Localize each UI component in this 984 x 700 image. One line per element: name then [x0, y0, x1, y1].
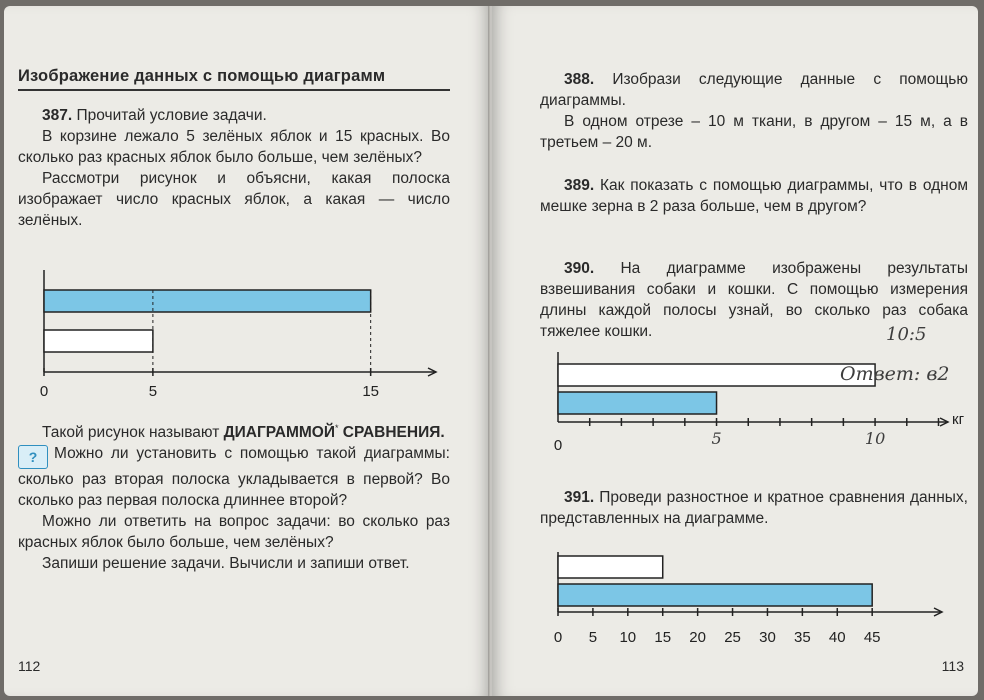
bar-2 — [558, 584, 872, 606]
task-number: 391. — [564, 489, 595, 506]
x-tick-label: 0 — [553, 629, 563, 646]
weight-chart-390 — [548, 312, 972, 462]
diagram-391 — [548, 546, 948, 656]
question-1: Можно ли установить с помощью такой диаграммы: сколько раз вторая полоска укладывается в первой? Во сколько раз первая полоска длиннее второй? — [18, 445, 450, 510]
task-number: 389. — [564, 177, 595, 194]
comparison-chart-387 — [22, 270, 452, 410]
x-tick-label: 0 — [39, 383, 49, 400]
bar-1 — [558, 556, 663, 578]
x-tick-label: 30 — [759, 629, 776, 646]
task-data: В одном отрезе – 10 м ткани, в другом – 15 м, а в третьем – 20 м. — [540, 113, 968, 151]
caption-term: ДИАГРАММОЙ — [223, 424, 335, 442]
question-3: Запиши решение задачи. Вычисли и запиши ответ. — [42, 555, 410, 573]
handwritten-tick-label: 10 — [864, 429, 886, 448]
task-text: На диаграмме изображены результаты взвешивания собаки и кошки. С помощью измерения длины каждой полосы узнай, во сколько раз собака тяжелее кошки. — [540, 260, 968, 340]
x-tick-label: 15 — [362, 383, 380, 400]
x-tick-label: 0 — [553, 437, 563, 454]
x-tick-label: 25 — [724, 629, 741, 646]
task-intro: Прочитай условие задачи. — [76, 107, 267, 124]
bar-1 — [44, 290, 371, 312]
right-page — [492, 6, 978, 696]
left-page — [4, 6, 490, 696]
question-2: Можно ли ответить на вопрос задачи: во сколько раз красных яблок было больше, чем зелёных? — [18, 513, 450, 552]
page-number-left: 112 — [18, 658, 41, 674]
task-number: 387. — [42, 107, 73, 124]
task-number: 390. — [564, 260, 595, 277]
x-tick-label: 5 — [148, 383, 158, 400]
x-tick-label: 45 — [863, 629, 881, 646]
task-389-text — [540, 175, 968, 217]
task-condition: В корзине лежало 5 зелёных яблок и 15 красных. Во сколько раз красных яблок было больше, чем зелёных? — [18, 128, 450, 166]
task-text: Изобрази следующие данные с помощью диаграммы. — [540, 71, 968, 109]
handwritten-calculation: 10:5 — [886, 324, 927, 345]
bar-2 — [44, 330, 153, 352]
task-text: Проведи разностное и кратное сравнения данных, представленных на диаграмме. — [540, 489, 968, 527]
x-tick-label: 15 — [654, 629, 672, 646]
handwritten-tick-label: 5 — [711, 429, 722, 448]
caption-footnote-mark: * — [334, 423, 339, 433]
task-388-text — [540, 69, 968, 153]
task-387-text — [18, 105, 450, 231]
bar-1 — [558, 364, 875, 386]
task-387-questions — [18, 418, 450, 574]
caption-prefix: Такой рисунок называют — [42, 424, 220, 442]
diagram-387 — [22, 270, 452, 410]
task-391-text — [540, 487, 968, 529]
task-number: 388. — [564, 71, 595, 88]
x-tick-label: 10 — [619, 629, 637, 646]
task-text: Как показать с помощью диаграммы, что в одном мешке зерна в 2 раза больше, чем в другом? — [540, 177, 968, 215]
x-tick-label: 20 — [689, 629, 706, 646]
diagram-390 — [548, 312, 972, 462]
bar-2 — [558, 392, 717, 414]
x-tick-label: 35 — [794, 629, 811, 646]
task-instruction: Рассмотри рисунок и объясни, какая полоска изображает число красных яблок, а какая — число зелёных. — [18, 170, 450, 229]
comparison-chart-391 — [548, 546, 948, 656]
x-tick-label: 40 — [828, 629, 846, 646]
question-icon: ? — [18, 445, 48, 469]
handwritten-answer: Ответ: в2 — [840, 363, 950, 385]
topic-title: Изображение данных с помощью диаграмм — [18, 67, 450, 91]
caption-term-2: СРАВНЕНИЯ. — [342, 424, 445, 442]
x-unit-label: кг — [952, 411, 965, 428]
page-number-right: 113 — [941, 658, 964, 674]
x-tick-label: 5 — [588, 629, 598, 646]
